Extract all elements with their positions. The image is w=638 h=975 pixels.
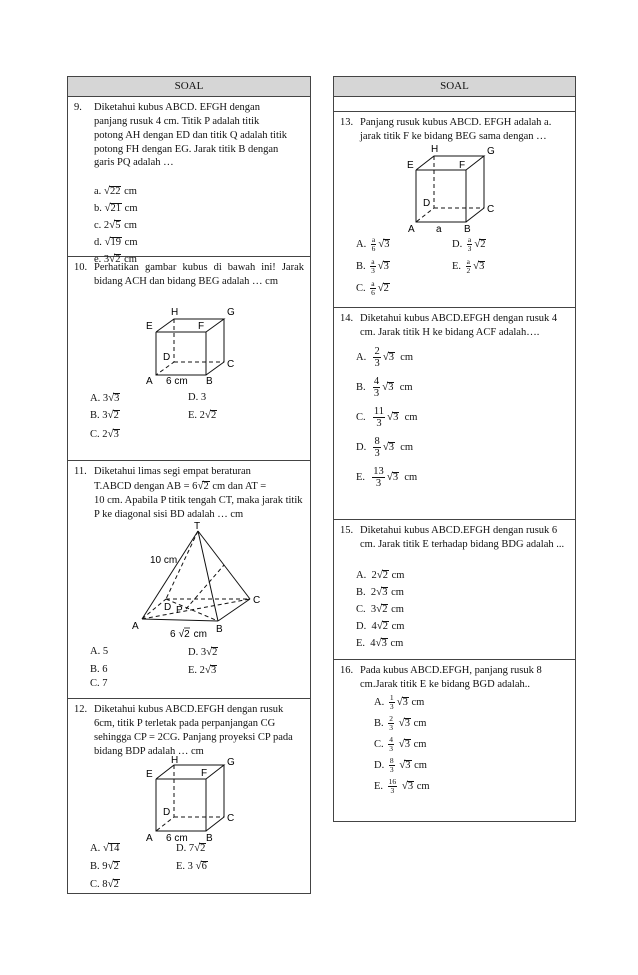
q10-label-C: C	[227, 359, 235, 370]
q11-label-edge: 10 cm	[150, 555, 178, 566]
question-11: 11. Diketahui limas segi empat beraturan T.ABCD dengan AB = 6√2 cm dan AT = 10 cm. Apabila P titik tengah CT, maka jarak titik P ke diagonal sisi BD adalah … cm T 10 cm D P C A B 6 √2 cm A. 5 D. 3√2 B. 6 E. 2√3 C. 7	[68, 461, 310, 699]
q13-number: 13.	[340, 117, 354, 128]
q10-label-B: B	[206, 376, 213, 385]
q11-label-base: 6 √2 cm	[170, 629, 207, 640]
q12-label-C: C	[227, 813, 235, 824]
q12-cube-figure	[146, 755, 246, 843]
q10-option-d[interactable]: D. 3	[188, 392, 207, 403]
q10-label-A: A	[146, 376, 153, 385]
q10-label-D: D	[163, 352, 171, 363]
q14-option-b[interactable]: B. $\frac{4}{3}$ √3 cm	[356, 376, 413, 400]
left-column	[67, 76, 311, 894]
q11-label-C: C	[253, 595, 261, 606]
q13-label-F: F	[459, 160, 466, 171]
q12-label-G: G	[227, 757, 235, 768]
spacer-row	[334, 97, 575, 112]
q9-option-a[interactable]: a. √22 cm	[94, 185, 137, 197]
q9-text: Diketahui kubus ABCD. EFGH dengan panjang rusuk 4 cm. Titik P adalah titik potong AH dengan ED dan titik Q adalah titik potong FH dengan EG. Jarak titik B dengan garis PQ adalah …	[94, 102, 288, 169]
question-16	[334, 660, 575, 820]
q12-option-d[interactable]: D. 7√2	[176, 842, 206, 854]
q11-text-2b: cm dan AT =	[212, 480, 267, 492]
q10-label-F: F	[198, 321, 205, 332]
q10-label-H: H	[171, 307, 179, 318]
q13-label-E: E	[407, 160, 414, 171]
q13-option-a[interactable]: A. $\frac{a}{6}$ √3	[356, 235, 390, 253]
q9-option-b[interactable]: b. √21 cm	[94, 202, 138, 214]
q12-label-B: B	[206, 833, 213, 843]
q9-number: 9.	[74, 102, 82, 113]
q16-text: Pada kubus ABCD.EFGH, panjang rusuk 8 cm.Jarak titik E ke bidang BGD adalah..	[360, 665, 542, 690]
question-12	[68, 699, 310, 895]
q12-label-E: E	[146, 769, 153, 780]
q16-option-a[interactable]: A. $\frac{1}{3}$ √3 cm	[374, 693, 425, 711]
q11-text-3: 10 cm. Apabila P titik tengah CT, maka jarak titik P ke diagonal sisi BD adalah … cm	[94, 494, 303, 520]
q14-option-a[interactable]: A. $\frac{2}{3}$ √3 cm	[356, 346, 414, 370]
q10-option-b[interactable]: B. 3√2	[90, 409, 119, 421]
q12-label-side: 6 cm	[166, 833, 188, 843]
question-15	[334, 520, 575, 660]
q11-text-2a: T.ABCD dengan AB = 6	[94, 480, 198, 492]
q10-cube-figure	[146, 297, 246, 385]
q14-text: Diketahui kubus ABCD.EFGH dengan rusuk 4 cm. Jarak titik H ke bidang ACF adalah….	[360, 313, 558, 338]
q15-option-a[interactable]: A. 2√2 cm	[356, 569, 405, 581]
q13-option-b[interactable]: B. $\frac{a}{3}$ √3	[356, 257, 389, 275]
q15-option-c[interactable]: C. 3√2 cm	[356, 603, 404, 615]
q9-option-c[interactable]: c. 2√5 cm	[94, 219, 137, 231]
q12-option-e[interactable]: E. 3 √6	[176, 860, 207, 872]
q13-label-A: A	[408, 224, 415, 234]
q16-number: 16.	[340, 665, 354, 676]
q13-label-H: H	[431, 144, 439, 155]
question-10	[68, 257, 310, 461]
q13-label-a: a	[436, 224, 442, 234]
question-14	[334, 308, 575, 520]
q13-option-d[interactable]: D. $\frac{a}{3}$ √2	[452, 235, 486, 253]
q12-option-c[interactable]: C. 8√2	[90, 878, 119, 890]
q13-label-D: D	[423, 198, 431, 209]
q15-option-b[interactable]: B. 2√3 cm	[356, 586, 404, 598]
q11-label-P: P	[176, 605, 183, 616]
q13-option-e[interactable]: E. $\frac{a}{2}$ √3	[452, 257, 485, 275]
q11-label-D: D	[164, 602, 172, 613]
q13-label-C: C	[487, 204, 495, 215]
q11-text-root: 2	[203, 480, 209, 492]
q11-label-A: A	[132, 621, 139, 632]
left-header: SOAL	[68, 77, 310, 97]
q16-option-e[interactable]: E. $\frac{16}{3}$ √3 cm	[374, 777, 430, 795]
q16-option-c[interactable]: C. $\frac{4}{3}$ √3 cm	[374, 735, 427, 753]
q12-label-A: A	[146, 833, 153, 843]
q16-option-b[interactable]: B. $\frac{2}{3}$ √3 cm	[374, 714, 427, 732]
q11-label-B: B	[216, 624, 223, 635]
q11-pyramid-figure	[126, 521, 276, 643]
q14-option-c[interactable]: C. $\frac{11}{3}$ √3 cm	[356, 406, 418, 430]
q11-number: 11.	[74, 466, 87, 477]
right-header: SOAL	[334, 77, 575, 97]
q15-number: 15.	[340, 525, 354, 536]
q10-text: Perhatikan gambar kubus di bawah ini! Jarak bidang ACH dan bidang BEG adalah … cm	[94, 262, 304, 287]
q14-number: 14.	[340, 313, 354, 324]
q11-option-e[interactable]: E. 2√3	[188, 664, 217, 676]
q14-option-e[interactable]: E. $\frac{13}{3}$ √3 cm	[356, 466, 418, 490]
right-column	[333, 76, 576, 822]
q9-option-d[interactable]: d. √19 cm	[94, 236, 138, 248]
q13-text: Panjang rusuk kubus ABCD. EFGH adalah a. jarak titik F ke bidang BEG sama dengan …	[360, 117, 552, 142]
q15-option-d[interactable]: D. 4√2 cm	[356, 620, 405, 632]
q16-option-d[interactable]: D. $\frac{8}{3}$ √3 cm	[374, 756, 427, 774]
q10-label-E: E	[146, 321, 153, 332]
q10-label-G: G	[227, 307, 235, 318]
q10-option-a[interactable]: A. 3√3	[90, 392, 120, 404]
q11-text-1: Diketahui limas segi empat beraturan	[94, 466, 251, 477]
q13-label-B: B	[464, 224, 471, 234]
q9-option-e[interactable]: e. 3√2 cm	[94, 253, 137, 265]
q11-option-c[interactable]: C. 7	[90, 678, 108, 689]
q13-label-G: G	[487, 146, 495, 157]
question-13	[334, 112, 575, 308]
q10-option-c[interactable]: C. 2√3	[90, 428, 119, 440]
q11-label-T: T	[194, 521, 201, 532]
q10-number: 10.	[74, 262, 88, 273]
q12-text: Diketahui kubus ABCD.EFGH dengan rusuk 6cm, titik P terletak pada perpanjangan CG sehingga CP = 2CG. Panjang proyeksi CP pada bidang BDP adalah … cm	[94, 704, 293, 757]
q12-label-F: F	[201, 768, 208, 779]
q15-option-e[interactable]: E. 4√3 cm	[356, 637, 404, 649]
q11-option-b[interactable]: B. 6	[90, 664, 108, 675]
q13-cube-figure	[404, 142, 504, 234]
q14-option-d[interactable]: D. $\frac{8}{3}$ √3 cm	[356, 436, 414, 460]
q11-option-d[interactable]: D. 3√2	[188, 646, 218, 658]
q15-text: Diketahui kubus ABCD.EFGH dengan rusuk 6 cm. Jarak titik E terhadap bidang BDG adalah ...	[360, 525, 565, 550]
q11-option-a[interactable]: A. 5	[90, 646, 109, 657]
q10-label-side: 6 cm	[166, 376, 188, 385]
q12-option-a[interactable]: A. √14	[90, 842, 120, 854]
q10-option-e[interactable]: E. 2√2	[188, 409, 217, 421]
q12-label-D: D	[163, 807, 171, 818]
question-9	[68, 97, 310, 265]
q12-label-H: H	[171, 755, 179, 766]
q13-option-c[interactable]: C. $\frac{a}{6}$ √2	[356, 279, 389, 297]
q12-option-b[interactable]: B. 9√2	[90, 860, 119, 872]
q12-number: 12.	[74, 704, 88, 715]
